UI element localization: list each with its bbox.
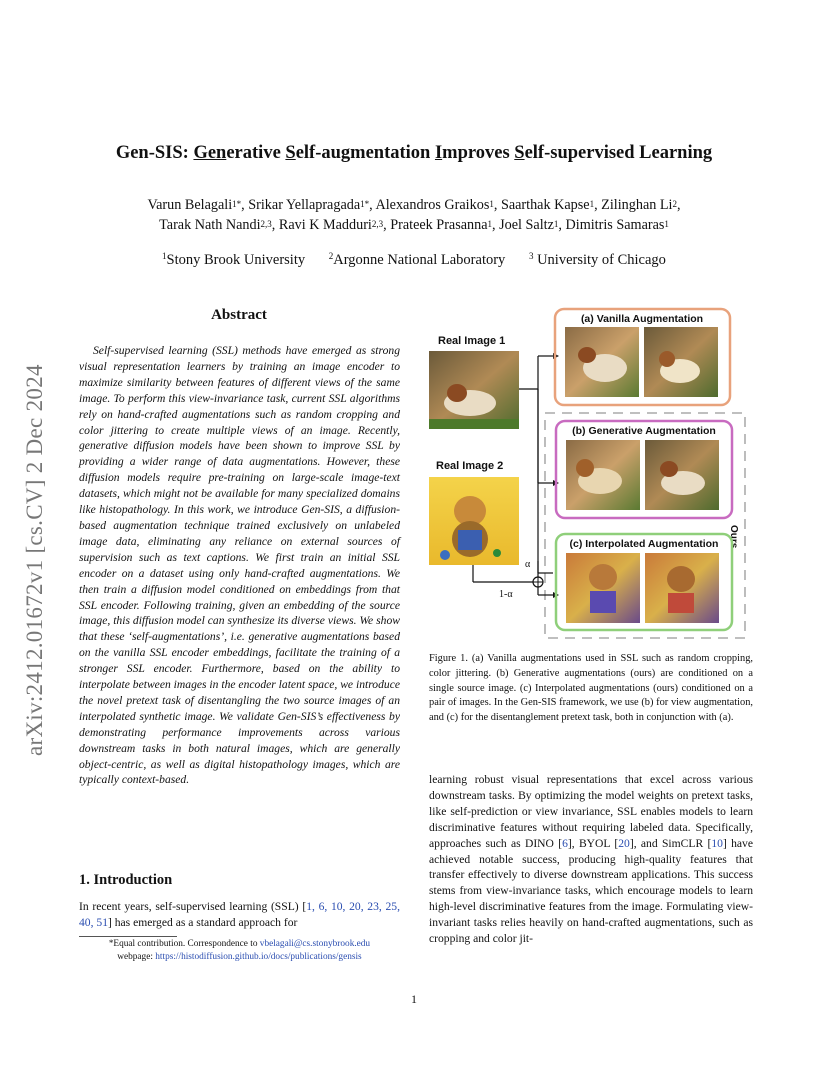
author: Saarthak Kapse xyxy=(500,197,590,213)
intro-paragraph: In recent years, self-supervised learning (SSL) [1, 6, 10, 20, 23, 25, 40, 51] has emerged as a standard approach for xyxy=(79,900,400,929)
generative-augmentation-label: (b) Generative Augmentation xyxy=(572,425,716,437)
page-number: 1 xyxy=(411,992,417,1006)
real-image-1-label: Real Image 1 xyxy=(438,335,506,347)
author: Zilinghan Li xyxy=(601,197,673,213)
citation-link[interactable]: 10 xyxy=(711,836,723,850)
author: Tarak Nath Nandi xyxy=(159,217,261,233)
intro-paragraph-continued: learning robust visual representations that excel across various downstream tasks. By optimizing the model weights on pretext tasks, like self-prediction or view invariance, SSL enables models to learn discriminative features without requiring labeled data. Specifically, approaches such as DINO [6], BYOL [20], and SimCLR [10] have achieved notable success, producing high-quality features that transfer effectively to diverse downstream applications. This success stems from view-invariance tasks, which encourage models to learn high-level discriminative features from the image. Formulating view-invariant tasks relies heavily on hand-crafted augmentations, such as cropping and color jit- xyxy=(429,773,753,946)
citation-links[interactable]: 1, 6, 10, 20, 23, 25, 40, 51 xyxy=(79,900,400,929)
affiliation: $^2$Argonne National Laboratory xyxy=(328,251,506,268)
author: Dimitris Samaras xyxy=(565,217,665,233)
affiliation: $^1$Stony Brook University xyxy=(162,251,306,268)
citation-link[interactable]: 20 xyxy=(618,836,630,850)
affiliation: $^3$ University of Chicago xyxy=(528,251,666,268)
footnote-rule xyxy=(79,936,177,937)
author: Srikar Yellapragada xyxy=(248,197,361,213)
author: Varun Belagali xyxy=(147,197,233,213)
real-image-2 xyxy=(429,477,519,565)
author: Prateek Prasanna xyxy=(390,217,488,233)
ours-label: Ours xyxy=(728,525,739,549)
paper-title: Gen-SIS: Generative Self-augmentation Improves Self-supervised Learning xyxy=(115,143,713,163)
real-image-2-label: Real Image 2 xyxy=(436,460,504,472)
webpage-link[interactable]: https://histodiffusion.github.io/docs/publications/gensis xyxy=(155,952,362,962)
affiliations xyxy=(0,252,828,269)
author: Ravi K Madduri xyxy=(278,217,372,233)
section-heading-introduction: 1. Introduction xyxy=(79,872,173,888)
vanilla-augmentation-label: (a) Vanilla Augmentation xyxy=(580,313,704,325)
abstract-text: Self-supervised learning (SSL) methods have emerged as strong visual representation learners by training an image encoder to maximize similarity between features of different views of the same image. To perform this view-invariance task, current SSL algorithms rely on hand-crafted augmentations such as random cropping and color jittering to create multiple views of an image. Recently, generative diffusion models have been shown to improve SSL by providing a wider range of data augmentations. However, these diffusion models require pre-training on large-scale image-text datasets, which might not be available for many specialized domains like histopathology. In this work, we introduce Gen-SIS, a diffusion-based augmentation technique trained exclusively on unlabeled image data, eliminating any reliance on external sources of supervision such as text captions. We first train an initial SSL encoder on a dataset using only hand-crafted augmentations. We then train a diffusion model conditioned on embeddings from that SSL encoder. Following training, given an embedding of the source image, this diffusion model can synthesize its diverse views. We show that these ‘self-augmentations’, i.e. generative augmentations based on the vanilla SSL encoder embeddings, facilitate the training of a stronger SSL encoder. Furthermore, based on the ability to interpolate between images in the encoder latent space, we introduce the novel pretext task of disentangling the two source images of an interpolated synthetic image. We validate Gen-SIS’s effectiveness by demonstrating performance improvements across various downstream tasks in both natural images, which are generally object-centric, as well as digital histopathology images, which are typically context-based. xyxy=(79,344,400,787)
author: Alexandros Graikos xyxy=(375,197,490,213)
one-minus-alpha-label: 1-α xyxy=(499,589,513,600)
author-list: Varun Belagali$^{1*}$, Srikar Yellapragada$^{1*}$, Alexandros Graikos$^1$, Saarthak Kapse$^1$, Zilinghan Li$^2$, Tarak Nath Nandi$^{2,3}$, Ravi K Madduri$^{2,3}$, Prateek Prasanna$^1$, Joel Saltz$^1$, Dimitris Samaras$^1$ xyxy=(147,197,681,233)
footnote: *Equal contribution. Correspondence to vbelagali@cs.stonybrook.edu webpage: https://histodiffusion.github.io/docs/publications/gensis xyxy=(108,938,371,962)
interpolated-augmentation-label: (c) Interpolated Augmentation xyxy=(569,538,719,550)
figure-1-caption: Figure 1. (a) Vanilla augmentations used in SSL such as random cropping, color jittering. (b) Generative augmentations (ours) are conditioned on a single source image. (c) Interpolated augmentations (ours) conditioned on a pair of images. In the Gen-SIS framework, we use (b) for view augmentation, and (c) for the disentanglement pretext task, both in conjunction with (a). xyxy=(429,653,753,724)
email-link[interactable]: vbelagali@cs.stonybrook.edu xyxy=(259,939,371,949)
figure-1 xyxy=(425,303,755,643)
arxiv-identifier: arXiv:2412.01672v1 [cs.CV] 2 Dec 2024 xyxy=(22,364,47,756)
alpha-label: α xyxy=(525,559,531,570)
citation-link[interactable]: 6 xyxy=(562,836,568,850)
real-image-1 xyxy=(429,351,519,429)
abstract-heading: Abstract xyxy=(211,307,267,323)
author: Joel Saltz xyxy=(499,217,554,233)
